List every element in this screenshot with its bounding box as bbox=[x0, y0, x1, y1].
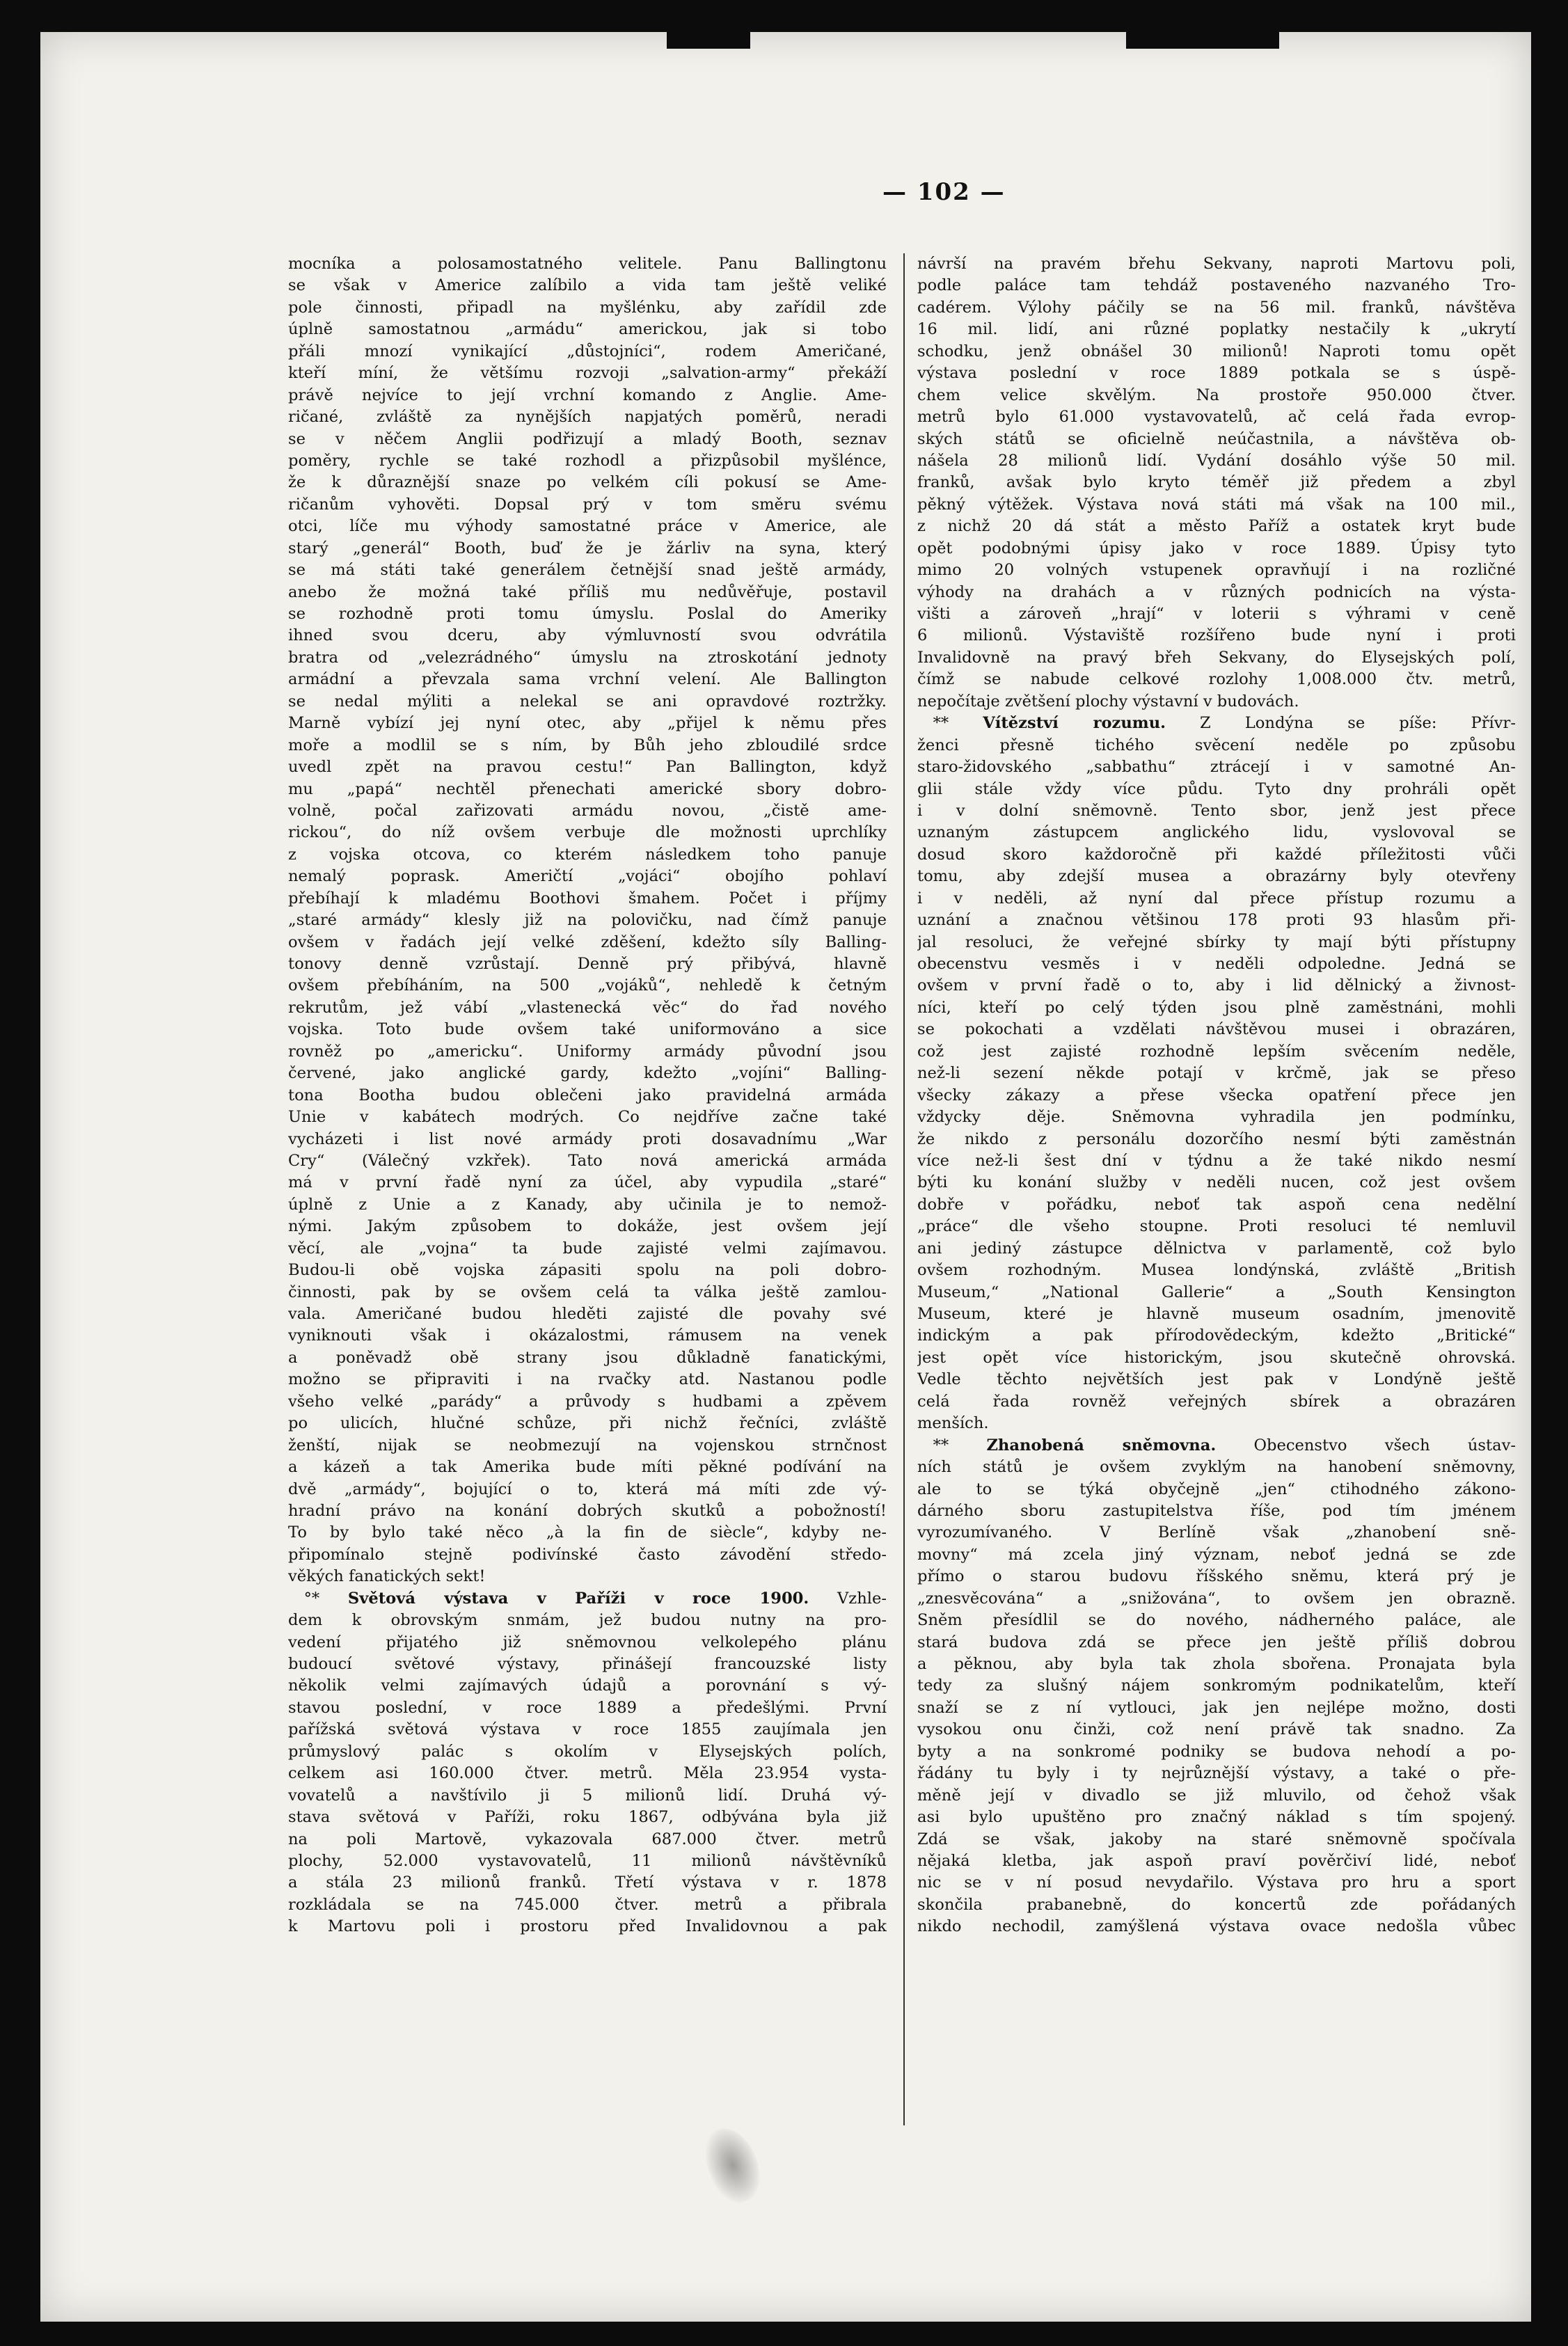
text-line: z nichž 20 dá stát a město Paříž a ostatek kryt bude bbox=[917, 517, 1516, 536]
text-line: ženští, nijak se neobmezují na vojenskou strnčnost bbox=[288, 1436, 887, 1455]
text-line: ovšem rozhodným. Musea londýnská, zvláště „British bbox=[917, 1261, 1516, 1280]
text-line: schodku, jenž obnášel 30 milionů! Naproti tomu opět bbox=[917, 342, 1516, 360]
text-line: Marně vybízí jej nyní otec, aby „přijel k němu přes bbox=[288, 714, 887, 733]
text-line: jal resoluci, že veřejné sbírky ty mají býti přístupny bbox=[917, 933, 1516, 951]
text-line: čímž se nabude celkové rozlohy 1,008.000 čtv. metrů, bbox=[917, 670, 1516, 689]
text-line: výstava poslední v roce 1889 potkala se s úspě- bbox=[917, 364, 1516, 383]
text-line: pařížská světová výstava v roce 1855 zaujímala jen bbox=[288, 1720, 887, 1739]
text-line: ních států je ovšem zvyklým na hanobení sněmovny, bbox=[917, 1458, 1516, 1477]
text-line: rozkládala se na 745.000 čtver. metrů a přibrala bbox=[288, 1895, 887, 1914]
text-line: výhody na drahách a v různých podnicích na výsta- bbox=[917, 582, 1516, 601]
text-line: glii stále vždy více půdu. Tyto dny prohráli opět bbox=[917, 779, 1516, 798]
text-line: tedy za slušný nájem sonkromým podnikatelům, kteří bbox=[917, 1677, 1516, 1695]
text-line: vyrozumívaného. V Berlíně však „zhanobení sně- bbox=[917, 1523, 1516, 1542]
text-line: indickým a pak přírodovědeckým, kdežto „Britické“ bbox=[917, 1326, 1516, 1345]
text-line: vždycky děje. Sněmovna vyhradila jen podmínku, bbox=[917, 1108, 1516, 1127]
text-line: po ulicích, hlučné schůze, při nichž řečníci, zvláště bbox=[288, 1414, 887, 1433]
text-line: ale to se týká obyčejně „jen“ ctihodného zákono- bbox=[917, 1480, 1516, 1498]
text-line: budoucí světové výstavy, přinášejí francouzské listy bbox=[288, 1655, 887, 1673]
text-line: činnosti, pak by se ovšem celá ta válka ještě zamlou- bbox=[288, 1283, 887, 1301]
text-line: ženci přesně tichého svěcení neděle po způsobu bbox=[917, 736, 1516, 754]
text-line: 16 mil. lidí, ani různé poplatky nestačily k „ukrytí bbox=[917, 320, 1516, 339]
right-column bbox=[917, 253, 1516, 1938]
text-line: ani jediný zástupce dělnictva v parlamentě, což bylo bbox=[917, 1239, 1516, 1258]
text-line: poměry, rychle se také rozhodl a přizpůsobil myšlénce, bbox=[288, 451, 887, 470]
text-line: dosud skoro každoročně při každé příležitosti vůči bbox=[917, 845, 1516, 864]
text-line: právě nejvíce to její vrchní komando z Anglie. Ame- bbox=[288, 386, 887, 404]
text-line: plochy, 52.000 vystavovatelů, 11 milionů návštěvníků bbox=[288, 1851, 887, 1870]
text-line: rekrutům, jež vábí „vlastenecká věc“ do řad nového bbox=[288, 998, 887, 1017]
text-line: byty a na sonkromé podniky se budova nehodí a po- bbox=[917, 1742, 1516, 1761]
text-line: Museum, které je hlavně museum osadním, jmenovitě bbox=[917, 1305, 1516, 1323]
text-line: snaží se z ní vytlouci, jak jen nejlépe možno, dosti bbox=[917, 1698, 1516, 1717]
text-line: To by bylo také něco „à la fin de siècle“, kdyby ne- bbox=[288, 1523, 887, 1542]
text-line: otci, líče mu výhody samostatné práce v Americe, ale bbox=[288, 517, 887, 536]
text-line: dvě „armády“, bojující o to, která má míti zde vý- bbox=[288, 1480, 887, 1498]
text-line: ovšem přebíháním, na 500 „vojáků“, nehledě k četným bbox=[288, 976, 887, 995]
article-first-line bbox=[917, 713, 1516, 734]
text-line: i v dolní sněmovně. Tento sbor, jenž jest přece bbox=[917, 801, 1516, 820]
text-line: menších. bbox=[917, 1414, 989, 1433]
text-line: ričanům vyhověti. Dopsal prý v tom směru svému bbox=[288, 495, 887, 514]
text-line: z vojska otcova, co kterém následkem toho panuje bbox=[288, 845, 887, 864]
text-line: celkem asi 160.000 čtver. metrů. Měla 23.954 vysta- bbox=[288, 1764, 887, 1783]
text-line: nášela 28 milionů lidí. Vydání dosáhlo výše 50 mil. bbox=[917, 451, 1516, 470]
article-heading: Světová výstava v Paříži v roce 1900. bbox=[347, 1589, 809, 1608]
text-line: nepočítaje zvětšení plochy výstavní v budovách. bbox=[917, 692, 1299, 711]
text-line: Z Londýna se píše: Přívr- bbox=[1166, 714, 1516, 733]
text-line: řádány tu byly i ty nejrůznější výstavy, a také o pře- bbox=[917, 1764, 1516, 1783]
article-first-line bbox=[917, 1435, 1516, 1457]
text-line: mimo 20 volných vstupenek opravňují i na rozličné bbox=[917, 561, 1516, 580]
text-line: nikdo nechodil, zamýšlená výstava ovace nedošla vůbec bbox=[917, 1917, 1516, 1936]
text-line: se nedal mýliti a nelekal se ani opravdové roztržky. bbox=[288, 692, 887, 711]
text-line: Vedle těchto největších jest pak v Londýně ještě bbox=[917, 1370, 1516, 1389]
text-line: vala. Američané budou hleděti zajisté dle povahy své bbox=[288, 1305, 887, 1323]
text-line: vedení přijatého již sněmovnou velkolepého plánu bbox=[288, 1633, 887, 1651]
article-heading: Vítězství rozumu. bbox=[983, 714, 1166, 733]
text-line: staro-židovského „sabbathu“ ztrácejí i v samotné An- bbox=[917, 758, 1516, 777]
text-line: podle paláce tam tehdáž postaveného nazvaného Tro- bbox=[917, 276, 1516, 295]
text-line: vovatelů a navštívilo ji 5 milionů lidí. Druhá vý- bbox=[288, 1786, 887, 1805]
text-line: Museum,“ „National Gallerie“ a „South Kensington bbox=[917, 1283, 1516, 1301]
text-line: celá řada rovněž veřejných sbírek a obrazáren bbox=[917, 1392, 1516, 1411]
text-line: 6 milionů. Výstaviště rozšířeno bude nyní i proti bbox=[917, 626, 1516, 645]
ink-smudge bbox=[697, 2121, 768, 2209]
text-line: skončila prabanebně, do koncertů zde pořádaných bbox=[917, 1895, 1516, 1914]
text-line: hradní právo na konání dobrých skutků a pobožností! bbox=[288, 1501, 887, 1520]
text-line: višti a zároveň „hrají“ v loterii s výhrami v ceně bbox=[917, 605, 1516, 623]
text-line: průmyslový palác s okolím v Elysejských polích, bbox=[288, 1742, 887, 1761]
text-line: věcí, ale „vojna“ ta bude zajisté velmi zajímavou. bbox=[288, 1239, 887, 1258]
text-line: obecenstvu vesměs i v neděli odpoledne. Jedná se bbox=[917, 955, 1516, 973]
text-line: vycházeti i list nové armády proti dosavadnímu „War bbox=[288, 1130, 887, 1148]
text-line: uvedl zpět na pravou cestu!“ Pan Ballington, když bbox=[288, 758, 887, 777]
text-line: přáli mnozí vynikající „důstojníci“, rodem Američané, bbox=[288, 342, 887, 360]
text-line: i v neděli, až nyní dal přece přístup rozumu a bbox=[917, 889, 1516, 908]
text-line: na poli Martově, vykazovala 687.000 čtver. metrů bbox=[288, 1830, 887, 1848]
text-line: jest opět více historickým, jsou skutečně ohrovská. bbox=[917, 1348, 1516, 1367]
text-line: několik velmi zajímavých údajů a porovnání s vý- bbox=[288, 1677, 887, 1695]
article-first-line bbox=[288, 1588, 887, 1610]
text-line: uznání a značnou většinou 178 proti 93 hlasům při- bbox=[917, 911, 1516, 930]
text-line: nými. Jakým způsobem to dokáže, jest ovšem její bbox=[288, 1217, 887, 1236]
text-line: stava světová v Paříži, roku 1867, odbývána byla již bbox=[288, 1808, 887, 1827]
text-line: volně, počal zařizovati armádu novou, „čistě ame- bbox=[288, 801, 887, 820]
text-line: Cry“ (Válečný vzkřek). Tato nová americká armáda bbox=[288, 1151, 887, 1170]
text-line: vysokou onu činži, což není právě tak snadno. Za bbox=[917, 1720, 1516, 1739]
text-line: a kázeň a tak Amerika bude míti pěkné podívání na bbox=[288, 1458, 887, 1477]
text-line: uznaným zástupcem anglického lidu, vyslovoval se bbox=[917, 823, 1516, 842]
text-line: se má státi také generálem četnější snad ještě armády, bbox=[288, 561, 887, 580]
text-line: Zdá se však, jakoby na staré sněmovně spočívala bbox=[917, 1830, 1516, 1848]
text-line: Obecenstvo všech ústav- bbox=[1216, 1436, 1516, 1455]
text-line: ričané, zvláště za nynějších napjatých poměrů, neradi bbox=[288, 408, 887, 427]
text-line: možno se připraviti i na rvačky atd. Nastanou podle bbox=[288, 1370, 887, 1389]
text-line: že nikdo z personálu dozorčího nesmí býti zaměstnán bbox=[917, 1130, 1516, 1148]
text-line: úplně z Unie a z Kanady, aby učinila je to nemož- bbox=[288, 1195, 887, 1214]
text-line: než-li sezení někde potají v krčmě, jak se přeso bbox=[917, 1064, 1516, 1083]
text-line: opět podobnými úpisy jako v roce 1889. Úpisy tyto bbox=[917, 539, 1516, 557]
text-line: movny“ má zcela jiný význam, neboť jedná se zde bbox=[917, 1545, 1516, 1564]
text-line: dem k obrovským snmám, jež budou nutny na pro- bbox=[288, 1611, 887, 1630]
text-line: tona Bootha budou oblečeni jako pravidelná armáda bbox=[288, 1086, 887, 1104]
text-line: stará budova zdá se přece jen ještě příliš dobrou bbox=[917, 1633, 1516, 1651]
text-line: asi bylo upuštěno pro značný náklad s tím spojený. bbox=[917, 1808, 1516, 1827]
text-line: se v něčem Anglii podřizují a mladý Booth, seznav bbox=[288, 429, 887, 448]
text-line: franků, avšak bylo kryto téměř již předem a zbyl bbox=[917, 473, 1516, 492]
article-heading: Zhanobená sněmovna. bbox=[986, 1436, 1217, 1455]
page-number: — 102 — bbox=[882, 178, 1006, 206]
text-line: stavou poslední, v roce 1889 a předešlými. První bbox=[288, 1698, 887, 1717]
text-line: Invalidovně na pravý břeh Sekvany, do Elysejských polí, bbox=[917, 648, 1516, 667]
text-line: mocníka a polosamostatného velitele. Panu Ballingtonu bbox=[288, 255, 887, 273]
text-line: a stála 23 milionů franků. Třetí výstava v r. 1878 bbox=[288, 1873, 887, 1892]
text-line: níci, kteří po celý týden jsou plně zaměstnáni, mohli bbox=[917, 998, 1516, 1017]
text-line: což jest zajisté rozhodně lepším svěcením neděle, bbox=[917, 1042, 1516, 1061]
text-line: starý „generál“ Booth, buď že je žárliv na syna, který bbox=[288, 539, 887, 557]
text-line: Vzhle- bbox=[809, 1589, 887, 1608]
text-line: k Martovu poli i prostoru před Invalidovnou a pak bbox=[288, 1917, 887, 1936]
text-line: ihned svou dceru, aby výmluvností svou odvrátila bbox=[288, 626, 887, 645]
text-line: tonovy denně vzrůstají. Denně prý přibývá, hlavně bbox=[288, 955, 887, 973]
text-line: se rozhodně proti tomu úmyslu. Poslal do Ameriky bbox=[288, 605, 887, 623]
text-line: pole činnosti, připadl na myšlénku, aby zařídil zde bbox=[288, 298, 887, 317]
text-line: Budou-li obě vojska zápasiti spolu na poli dobro- bbox=[288, 1261, 887, 1280]
text-line: a poněvadž obě strany jsou důkladně fanatickými, bbox=[288, 1348, 887, 1367]
text-line: mu „papá“ nechtěl přenechati americké sbory dobro- bbox=[288, 779, 887, 798]
text-line: návrší na pravém břehu Sekvany, naproti Martovu poli, bbox=[917, 255, 1516, 273]
text-line: že k důraznější snaze po velkém cíli pokusí se Ame- bbox=[288, 473, 887, 492]
text-line: a pěknou, aby byla tak zhola sbořena. Pronajata byla bbox=[917, 1655, 1516, 1673]
text-line: rovněž po „americku“. Uniformy armády původní jsou bbox=[288, 1042, 887, 1061]
text-line: ovšem v řadách její velké zděšení, kdežto síly Balling- bbox=[288, 933, 887, 951]
text-line: rickou“, do níž ovšem verbuje dle možnosti uprchlíky bbox=[288, 823, 887, 842]
top-edge-shadow bbox=[667, 32, 750, 49]
text-line: nějaká kletba, jak aspoň praví pověrčiví lidé, neboť bbox=[917, 1851, 1516, 1870]
text-line: více než-li šest dní v týdnu a že také nikdo nesmí bbox=[917, 1151, 1516, 1170]
text-line: přímo o starou budovu říšského sněmu, která prý je bbox=[917, 1567, 1516, 1586]
text-line: všeho velké „parády“ a průvody s hudbami a zpěvem bbox=[288, 1392, 887, 1411]
text-line: připomínalo stejně podivínské často závodění středo- bbox=[288, 1545, 887, 1564]
text-line: se pokochati a vzdělati návštěvou musei i obrazáren, bbox=[917, 1020, 1516, 1039]
text-line: ských států se oficielně neúčastnila, a návštěva ob- bbox=[917, 429, 1516, 448]
text-line: bratra od „velezrádného“ úmyslu na ztroskotání jednoty bbox=[288, 648, 887, 667]
text-line: „staré armády“ klesly již na polovičku, nad čímž panuje bbox=[288, 911, 887, 930]
text-line: armádní a převzala sama vrchní velení. Ale Ballington bbox=[288, 670, 887, 689]
text-line: měně její v divadlo se již mluvilo, od čehož však bbox=[917, 1786, 1516, 1805]
text-line: dárného sboru zastupitelstva říše, pod tím jménem bbox=[917, 1501, 1516, 1520]
text-line: Unie v kabátech modrých. Co nejdříve začne také bbox=[288, 1108, 887, 1127]
top-edge-shadow bbox=[1126, 32, 1279, 49]
text-line: dobře v pořádku, neboť tak aspoň cena nedělní bbox=[917, 1195, 1516, 1214]
text-line: nic se v ní posud nevydařilo. Výstava pro hru a sport bbox=[917, 1873, 1516, 1892]
text-line: cadérem. Výlohy páčily se na 56 mil. franků, návštěva bbox=[917, 298, 1516, 317]
text-line: ovšem v první řadě o to, aby i lid dělnický a živnost- bbox=[917, 976, 1516, 995]
column-divider bbox=[903, 253, 905, 2125]
text-line: moře a modlil se s ním, by Bůh jeho zbloudilé srdce bbox=[288, 736, 887, 754]
text-line: má v první řadě nyní za účel, aby vypudila „staré“ bbox=[288, 1173, 887, 1192]
text-line: anebo že možná také příliš mu nedůvěřuje, postavil bbox=[288, 582, 887, 601]
text-line: věkých fanatických sekt! bbox=[288, 1567, 486, 1586]
article-marker: ** bbox=[917, 714, 983, 733]
text-line: „práce“ dle všeho stoupne. Proti resoluci té nemluvil bbox=[917, 1217, 1516, 1236]
article-marker: ** bbox=[917, 1436, 987, 1455]
text-line: úplně samostatnou „armádu“ americkou, jak si tobo bbox=[288, 320, 887, 339]
text-line: Sněm přesídlil se do nového, nádherného paláce, ale bbox=[917, 1611, 1516, 1630]
article-marker: °* bbox=[288, 1589, 348, 1608]
text-line: přebíhají k mladému Boothovi šmahem. Počet i příjmy bbox=[288, 889, 887, 908]
text-line: chem velice skvělým. Na prostoře 950.000 čtver. bbox=[917, 386, 1516, 404]
text-line: býti ku konání služby v neděli nucen, což jest ovšem bbox=[917, 1173, 1516, 1192]
text-line: kteří míní, že většímu rozvoji „salvation-army“ překáží bbox=[288, 364, 887, 383]
text-line: pěkný výtěžek. Výstava nová státi má však na 100 mil., bbox=[917, 495, 1516, 514]
text-line: se však v Americe zalíbilo a vida tam ještě veliké bbox=[288, 276, 887, 295]
text-line: metrů bylo 61.000 vystavovatelů, ač celá řada evrop- bbox=[917, 408, 1516, 427]
text-line: tomu, aby zdejší musea a obrazárny byly otevřeny bbox=[917, 867, 1516, 886]
text-line: všecky zákazy a přese všecka opatření přece jen bbox=[917, 1086, 1516, 1104]
text-line: nemalý poprask. Američtí „vojáci“ obojího pohlaví bbox=[288, 867, 887, 886]
text-line: červené, jako anglické gardy, kdežto „vojíni“ Balling- bbox=[288, 1064, 887, 1083]
text-line: vyniknouti však i okázalostmi, rámusem na venek bbox=[288, 1326, 887, 1345]
left-column bbox=[288, 253, 887, 1938]
newspaper-page bbox=[40, 32, 1531, 2322]
text-line: vojska. Toto bude ovšem také uniformováno a sice bbox=[288, 1020, 887, 1039]
text-line: „znesvěcována“ a „snižována“, to ovšem jen obrazně. bbox=[917, 1589, 1516, 1608]
